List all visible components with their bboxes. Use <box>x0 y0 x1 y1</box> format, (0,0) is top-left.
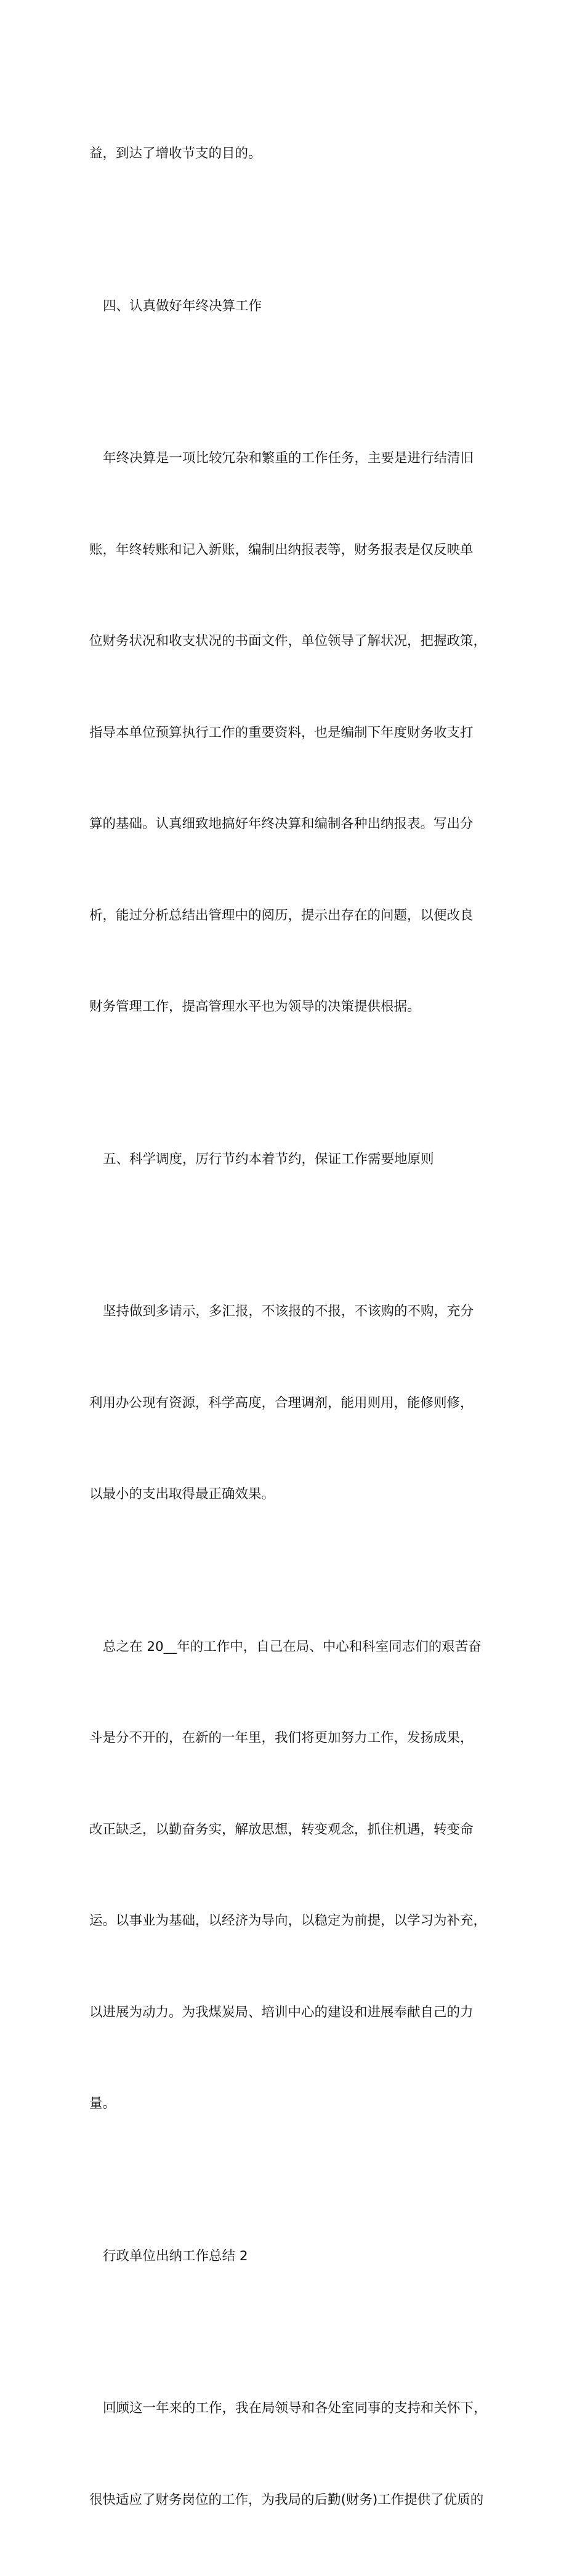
text-line: 位财务状况和收支状况的书面文件，单位领导了解状况，把握政策， <box>89 633 487 649</box>
document-subtitle <box>89 2180 514 2333</box>
text-line: 回顾这一年来的工作，我在局领导和各处室同事的支持和关怀下， <box>103 2401 487 2416</box>
paragraph-review <box>89 2332 514 2576</box>
text-line: 益，到达了增收节支的目的。 <box>89 146 262 161</box>
paragraph-frugality <box>89 1235 514 1571</box>
text-line: 指导本单位预算执行工作的重要资料，也是编制下年度财务收支打 <box>89 724 474 740</box>
text-line: 五、科学调度，厉行节约本着节约，保证工作需要地原则 <box>103 1151 434 1167</box>
text-line: 坚持做到多请示，多汇报，不该报的不报，不该购的不购，充分 <box>103 1304 474 1319</box>
text-line: 算的基础。认真细致地搞好年终决算和编制各种出纳报表。写出分 <box>89 816 474 832</box>
text-line: 年终决算是一项比较冗杂和繁重的工作任务，主要是进行结清旧 <box>103 451 474 466</box>
section-heading-5 <box>89 1083 514 1236</box>
text-line: 很快适应了财务岗位的工作，为我局的后勤(财务)工作提供了优质的 <box>89 2492 484 2508</box>
paragraph-summary <box>89 1571 514 2180</box>
text-line: 四、认真做好年终决算工作 <box>103 298 262 314</box>
paragraph-continuation <box>89 78 514 230</box>
text-line: 利用办公现有资源，科学高度，合理调剂，能用则用，能修则修， <box>89 1395 474 1411</box>
text-line: 总之在 20__年的工作中，自己在局、中心和科室同志们的艰苦奋 <box>103 1639 482 1655</box>
document-body <box>89 78 514 2576</box>
text-line: 斗是分不开的，在新的一年里，我们将更加努力工作，发扬成果， <box>89 1730 474 1746</box>
section-heading-4 <box>89 230 514 383</box>
text-line: 以进展为动力。为我煤炭局、培训中心的建设和进展奉献自己的力 <box>89 2004 474 2020</box>
text-line: 析，能过分析总结出管理中的阅历，提示出存在的问题，以便改良 <box>89 907 474 923</box>
paragraph-year-end-closing <box>89 382 514 1083</box>
text-line: 账，年终转账和记入新账，编制出纳报表等，财务报表是仅反映单 <box>89 542 474 558</box>
text-line: 财务管理工作，提高管理水平也为领导的决策提供根据。 <box>89 999 421 1014</box>
text-line: 运。以事业为基础，以经济为导向，以稳定为前提，以学习为补充， <box>89 1913 487 1928</box>
text-line: 改正缺乏，以勤奋务实，解放思想，转变观念，抓住机遇，转变命 <box>89 1821 474 1837</box>
text-line: 量。 <box>89 2096 116 2111</box>
text-line: 以最小的支出取得最正确效果。 <box>89 1487 275 1502</box>
text-line: 行政单位出纳工作总结 2 <box>103 2248 248 2264</box>
